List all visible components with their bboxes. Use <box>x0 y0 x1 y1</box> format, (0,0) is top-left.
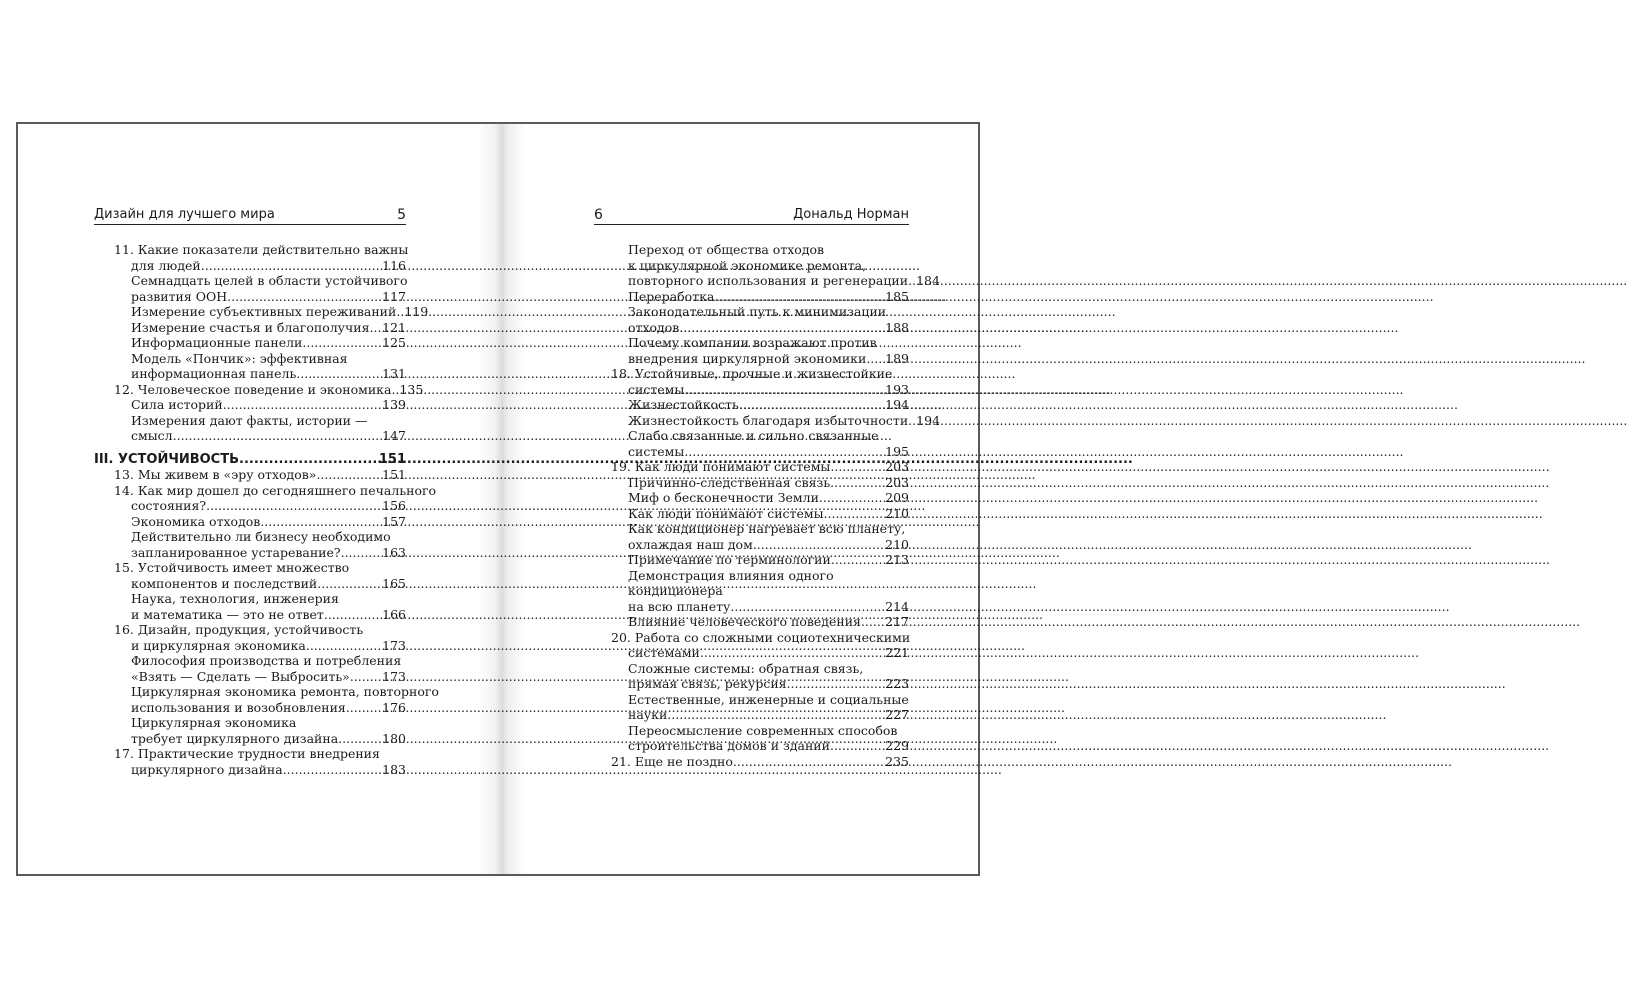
toc-entry-title: Философия производства и потребления <box>131 653 402 668</box>
dot-leader <box>201 258 382 274</box>
toc-section <box>114 529 406 560</box>
toc-entry-line <box>611 382 909 398</box>
dot-leader <box>733 754 885 770</box>
toc-entry-line <box>131 289 406 305</box>
toc-chapter <box>114 622 406 653</box>
dot-leader <box>370 320 383 336</box>
toc-entry-line <box>131 366 406 382</box>
toc-section <box>114 397 406 413</box>
toc-page-number: 176 <box>382 699 406 715</box>
left-page <box>18 124 498 874</box>
dot-leader <box>338 731 382 747</box>
toc-entry-title: и циркулярная экономика <box>131 637 306 653</box>
toc-entry-line <box>628 412 941 429</box>
toc-page-number: 203 <box>885 459 909 474</box>
dot-leader <box>667 707 885 723</box>
toc-entry-title: «Взять — Сделать — Выбросить» <box>131 668 350 684</box>
toc-entry-line <box>131 397 406 413</box>
toc-page-number: 151 <box>382 467 406 482</box>
toc-entry-title: Демонстрация влияния одного <box>628 567 834 583</box>
toc-entry-title: Измерение счастья и благополучия <box>131 319 370 335</box>
toc-entry-line <box>114 638 406 654</box>
toc-entry-title: компонентов и последствий <box>131 575 318 591</box>
toc-entry-line <box>131 669 406 685</box>
toc-entry-line <box>628 537 909 553</box>
toc-page-number: 184 <box>916 273 940 288</box>
dot-leader <box>679 320 885 336</box>
toc-entry-title: внедрения циркулярной экономики <box>628 350 867 366</box>
dot-leader <box>173 428 383 444</box>
toc-entry-title: Почему компании возражают против <box>628 335 877 350</box>
toc-page-number: 157 <box>382 513 406 529</box>
toc-entry-title: Миф о бесконечности Земли <box>628 490 819 505</box>
dot-leader <box>739 397 885 413</box>
toc-page-number: 213 <box>885 552 909 567</box>
toc-chapter <box>114 482 437 514</box>
toc-entry-title: состояния? <box>131 498 207 513</box>
toc-entry-line <box>628 676 909 692</box>
dot-leader <box>700 645 885 661</box>
toc-entry-title: Естественные, инженерные и социальные <box>628 691 909 707</box>
toc-entry-title: Экономика отходов <box>131 513 261 529</box>
dot-leader <box>223 397 382 413</box>
toc-section <box>611 335 909 366</box>
toc-entry-title: Семнадцать целей в области устойчивого <box>131 273 408 288</box>
toc-section <box>611 661 909 692</box>
toc-entry-line <box>94 452 406 468</box>
toc-section <box>611 412 941 429</box>
running-head <box>94 205 406 225</box>
toc-entry-title: циркулярного дизайна <box>131 761 283 777</box>
dot-leader <box>861 614 885 630</box>
toc-section <box>611 289 909 305</box>
dot-leader <box>908 413 916 429</box>
toc-entry-line <box>114 576 406 592</box>
toc-page-number: 185 <box>885 288 909 304</box>
dot-leader <box>831 552 885 568</box>
toc-section <box>611 614 909 630</box>
toc-entry-line <box>131 304 429 320</box>
dot-leader <box>824 506 886 522</box>
toc-entry-title: 11. Какие показатели действительно важны <box>114 242 409 257</box>
toc-entry-line <box>131 731 406 747</box>
toc-section <box>611 397 909 413</box>
running-head <box>594 205 909 225</box>
toc-entry-line <box>628 614 909 630</box>
toc-section <box>114 591 406 622</box>
toc-section <box>611 552 909 568</box>
toc-entry-line <box>131 700 406 716</box>
dot-leader <box>306 638 382 654</box>
toc-page-number: 194 <box>916 412 941 428</box>
toc-entry-line <box>628 289 909 305</box>
toc-entry-title: развития ООН <box>131 288 228 304</box>
toc-entry-line <box>611 459 909 475</box>
toc-entry-title: повторного использования и регенерации <box>628 273 909 288</box>
toc-entry-title: для людей <box>131 257 201 273</box>
dot-leader <box>239 452 379 468</box>
toc-entry-line <box>628 506 909 522</box>
toc-page-number: 214 <box>885 598 909 614</box>
toc-entry-title: Измерения дают факты, истории — <box>131 412 368 428</box>
toc-chapter <box>114 381 424 398</box>
dot-leader <box>908 273 916 289</box>
toc-entry-title: Жизнестойкость <box>628 397 739 412</box>
toc-page-number: 203 <box>885 474 909 490</box>
toc-entry-line <box>131 545 406 561</box>
toc-page-number: 209 <box>885 490 909 505</box>
toc-chapter <box>611 366 909 397</box>
toc-chapter <box>611 630 909 661</box>
toc-page-number: 121 <box>382 319 406 335</box>
toc-entry-title: 21. Еще не поздно <box>611 753 733 769</box>
toc-entry-title: Примечание по терминологии <box>628 552 831 567</box>
toc-entry-title: кондиционера <box>628 583 723 598</box>
dot-leader <box>684 444 885 460</box>
toc-entry-title: отходов <box>628 319 680 335</box>
toc-entry-title: 19. Как люди понимают системы <box>611 459 831 474</box>
toc-entry-title: III. УСТОЙЧИВОСТЬ <box>94 451 239 467</box>
toc-page-number: 210 <box>885 505 909 521</box>
toc-section <box>611 242 940 289</box>
toc-entry-line <box>114 381 424 398</box>
toc-entry-line <box>131 320 406 336</box>
author-name: Дональд Норман <box>793 207 909 222</box>
dot-leader <box>317 576 382 592</box>
dot-leader <box>227 289 382 305</box>
toc-entry-line <box>628 707 909 723</box>
toc-entry-title: Жизнестойкость благодаря избыточности <box>628 412 909 428</box>
toc-page-number: 163 <box>382 544 406 560</box>
toc-entry-line <box>628 738 909 754</box>
toc-entry-title: Сложные системы: обратная связь, <box>628 660 864 676</box>
toc-page-number: 210 <box>885 536 909 552</box>
toc-entry-line <box>114 498 406 514</box>
toc-entry-line <box>628 351 909 367</box>
toc-section <box>114 304 429 320</box>
toc-entry-line <box>114 467 406 483</box>
dot-leader <box>396 304 404 320</box>
toc-entry-title: Законодательный путь к минимизации <box>628 304 887 319</box>
toc-entry-line <box>628 320 909 336</box>
toc-entry-title: охлаждая наш дом <box>628 536 753 552</box>
toc-entry-line <box>114 258 406 274</box>
toc-entry-line <box>611 754 909 770</box>
toc-entry-title: Информационные панели <box>131 335 303 350</box>
toc-page-number: 173 <box>382 668 406 684</box>
dot-leader <box>346 700 382 716</box>
dot-leader <box>316 467 382 483</box>
toc-chapter <box>611 754 909 770</box>
toc-page-number: 119 <box>404 304 429 319</box>
dot-leader <box>302 335 382 351</box>
dot-leader <box>341 545 383 561</box>
toc-part-heading <box>94 452 406 468</box>
dot-leader <box>684 382 885 398</box>
toc-page-number: 183 <box>382 761 406 777</box>
dot-leader <box>830 738 885 754</box>
toc-entry-line <box>628 490 909 506</box>
toc-entry-title: Влияние человеческого поведения <box>628 614 861 629</box>
toc-section <box>611 475 909 491</box>
dot-leader <box>830 459 885 475</box>
toc-entry-title: Переработка <box>628 288 715 304</box>
toc-page-number: 135 <box>399 381 424 397</box>
toc-entry-title: на всю планету <box>628 598 731 614</box>
toc-section <box>114 653 406 684</box>
toc-entry-title: Как кондиционер нагревает всю планету, <box>628 521 906 536</box>
toc-entry-line <box>628 444 909 460</box>
toc-entry-title: строительства домов и зданий <box>628 738 830 753</box>
toc-section <box>114 413 406 444</box>
dot-leader <box>206 498 382 514</box>
dot-leader <box>819 490 885 506</box>
toc-page-number: 165 <box>382 575 406 591</box>
toc-entry-title: 12. Человеческое поведение и экономика <box>114 381 392 397</box>
toc-chapter <box>114 467 406 483</box>
dot-leader <box>350 669 382 685</box>
toc-page-number: 166 <box>382 606 406 622</box>
toc-entry-title: к циркулярной экономике ремонта, <box>628 257 867 273</box>
toc-page-number: 180 <box>382 730 406 746</box>
toc-chapter <box>114 560 406 591</box>
toc-section <box>611 490 909 506</box>
toc-page-number: 116 <box>382 257 406 273</box>
toc-entry-title: использования и возобновления <box>131 699 346 715</box>
toc-page-number: 156 <box>382 498 406 513</box>
dot-leader <box>730 599 885 615</box>
toc-page-number: 189 <box>885 350 909 366</box>
dot-leader <box>296 366 382 382</box>
page-number: 6 <box>594 207 603 223</box>
toc-chapter <box>114 242 409 273</box>
dot-leader <box>866 351 885 367</box>
toc-entry-line <box>628 475 909 491</box>
toc-page-number: 217 <box>885 614 909 629</box>
table-of-contents <box>611 242 941 769</box>
toc-entry-title: и математика — это не ответ <box>131 606 324 622</box>
toc-entry-title: Сила историй <box>131 397 223 412</box>
dot-leader <box>260 514 382 530</box>
header-rule <box>594 224 909 225</box>
toc-entry-title: 15. Устойчивость имеет множество <box>114 560 350 575</box>
toc-entry-title: прямая связь, рекурсия <box>628 676 787 691</box>
toc-entry-title: Действительно ли бизнесу необходимо <box>131 529 391 544</box>
open-book <box>16 122 980 876</box>
toc-entry-title: Циркулярная экономика ремонта, повторного <box>131 684 439 699</box>
toc-entry-line <box>611 645 909 661</box>
dot-leader <box>283 762 382 778</box>
toc-entry-title: информационная панель <box>131 366 297 381</box>
book-title: Дизайн для лучшего мира <box>94 207 275 222</box>
toc-entry-title: Циркулярная экономика <box>131 715 297 730</box>
header-rule <box>94 224 406 225</box>
toc-entry-title: системы <box>628 443 685 459</box>
toc-entry-title: системы <box>628 381 685 397</box>
toc-page-number: 195 <box>885 443 909 459</box>
toc-entry-title: 16. Дизайн, продукция, устойчивость <box>114 622 364 637</box>
toc-entry-line <box>628 599 909 615</box>
toc-section <box>114 351 406 382</box>
toc-entry-title: Слабо связанные и сильно связанные <box>628 428 879 443</box>
toc-entry-title: 13. Мы живем в «эру отходов» <box>114 467 317 482</box>
dot-leader <box>787 676 886 692</box>
dot-leader <box>830 475 885 491</box>
toc-page-number: 235 <box>885 753 909 769</box>
toc-entry-line <box>628 552 909 568</box>
toc-entry-line <box>628 273 940 289</box>
toc-chapter <box>611 459 909 475</box>
toc-section <box>114 335 406 351</box>
toc-entry-title: Переход от общества отходов <box>628 242 825 257</box>
toc-section <box>114 273 406 304</box>
toc-entry-line <box>131 428 406 444</box>
toc-section <box>114 684 439 715</box>
toc-page-number: 221 <box>885 645 909 660</box>
toc-page-number: 188 <box>885 319 909 335</box>
dot-leader <box>391 382 399 398</box>
toc-entry-title: Наука, технология, инженерия <box>131 591 339 606</box>
toc-page-number: 117 <box>382 288 406 304</box>
toc-section <box>611 506 909 522</box>
toc-section <box>611 692 909 723</box>
table-of-contents <box>94 242 439 777</box>
toc-section <box>611 428 909 459</box>
toc-entry-title: 17. Практические трудности внедрения <box>114 746 380 761</box>
toc-entry-title: Причинно-следственная связь <box>628 474 831 490</box>
toc-entry-title: 14. Как мир дошел до сегодняшнего печального <box>114 482 437 498</box>
toc-section <box>114 514 406 530</box>
toc-page-number: 131 <box>382 366 406 381</box>
page-number: 5 <box>397 207 406 223</box>
toc-page-number: 194 <box>885 397 909 412</box>
toc-entry-line <box>628 397 909 413</box>
toc-page-number: 193 <box>885 381 909 397</box>
toc-page-number: 229 <box>885 738 909 753</box>
toc-page-number: 139 <box>382 397 406 412</box>
toc-page-number: 151 <box>378 451 406 467</box>
toc-page-number: 223 <box>885 676 909 691</box>
toc-entry-title: Измерение субъективных переживаний <box>131 304 397 319</box>
toc-entry-line <box>114 762 406 778</box>
toc-entry-title: 18. Устойчивые, прочные и жизнестойкие <box>611 366 893 381</box>
toc-page-number: 125 <box>382 335 406 350</box>
toc-page-number: 147 <box>382 428 406 443</box>
toc-entry-title: требует циркулярного дизайна <box>131 730 339 746</box>
toc-entry-title: Переосмысление современных способов <box>628 722 898 738</box>
toc-entry-title: смысл <box>131 428 173 443</box>
toc-entry-title: науки <box>628 707 668 722</box>
toc-section <box>611 568 909 615</box>
toc-entry-title: 20. Работа со сложными социотехническими <box>611 629 911 645</box>
toc-section <box>611 304 909 335</box>
toc-entry-title: системами <box>628 645 700 660</box>
dot-leader <box>714 289 885 305</box>
toc-section <box>114 320 406 336</box>
toc-entry-title: Модель «Пончик»: эффективная <box>131 350 348 366</box>
right-page <box>502 124 980 874</box>
toc-entry-title: Как люди понимают системы <box>628 505 824 521</box>
toc-entry-line <box>131 514 406 530</box>
dot-leader <box>753 537 885 553</box>
toc-entry-line <box>131 335 406 351</box>
dot-leader <box>324 607 382 623</box>
toc-entry-title: запланированное устаревание? <box>131 544 341 560</box>
toc-page-number: 227 <box>885 707 909 722</box>
toc-entry-line <box>131 607 406 623</box>
toc-page-number: 173 <box>382 637 406 653</box>
toc-chapter <box>114 746 406 777</box>
toc-section <box>611 521 909 552</box>
toc-section <box>611 723 909 754</box>
toc-section <box>114 715 406 746</box>
